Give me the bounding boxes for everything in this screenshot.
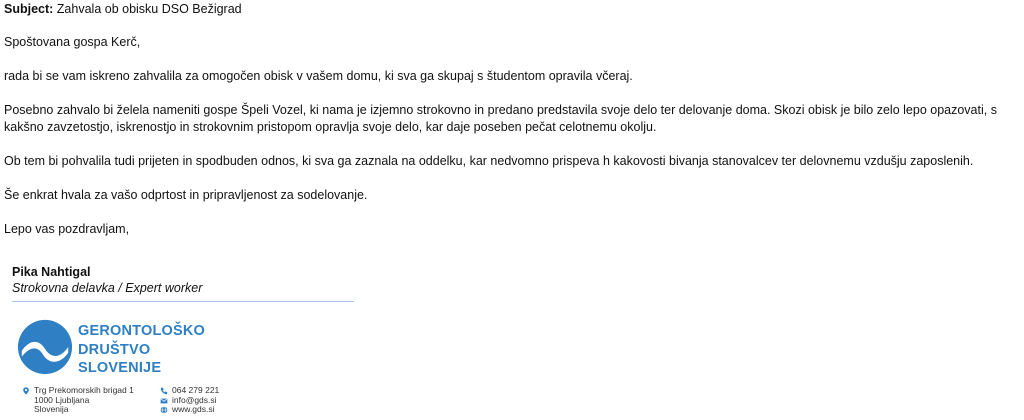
subject-text: Zahvala ob obisku DSO Bežigrad [56, 2, 242, 16]
paragraph-thanks: Posebno zahvalo bi želela nameniti gospe Špeli Vozel, ki nama je izjemno strokovno in predano predstavila svoje delo ter delovanje doma. Skozi obisk je bilo zelo lepo opazovati, s kakšno zavzetostjo, iskrenostjo in strokovnim pristopom opravlja svoje delo, kar daje poseben pečat celotnemu okolju. [4, 103, 997, 134]
location-pin-icon [22, 387, 30, 395]
subject-line [4, 0, 1019, 18]
paragraph-praise: Ob tem bi pohvalila tudi prijeten in spodbuden odnos, ki sva ga zaznala na oddelku, kar nedvomno prispeva h kakovosti bivanja stanovalcev ter delovnemu vzdušju zaposlenih. [4, 154, 974, 168]
signature-divider [12, 301, 354, 302]
logo-line-3: SLOVENIJE [78, 360, 162, 376]
address-line-2: 1000 Ljubljana [34, 394, 90, 405]
sign-off: Lepo vas pozdravljam, [4, 222, 130, 236]
phone-icon [160, 387, 168, 395]
email-link[interactable]: info@gds.si [172, 394, 217, 405]
logo-mark-icon [16, 318, 74, 376]
web-row[interactable] [160, 405, 260, 415]
address-block [22, 386, 152, 415]
logo-line-2: DRUŠTVO [78, 341, 151, 358]
logo-line-1: GERONTOLOŠKO [78, 323, 206, 339]
paragraph-closing: Še enkrat hvala za vašo odprtost in pripravljenost za sodelovanje. [4, 188, 368, 202]
signature-name: Pika Nahtigal [12, 265, 91, 279]
globe-icon [160, 406, 168, 414]
address-line-1: Trg Prekomorskih brigad 1 [34, 385, 134, 395]
subject-label: Subject: [4, 2, 54, 16]
organization-logo [16, 318, 276, 384]
address-line-3: Slovenija [34, 404, 69, 414]
contact-details [160, 386, 260, 415]
email-body [4, 0, 1019, 238]
phone-number: 064 279 221 [172, 385, 220, 395]
paragraph-intro: rada bi se vam iskreno zahvalila za omogočen obisk v vašem domu, ki sva ga skupaj s študentom opravila včeraj. [4, 69, 633, 83]
signature-role: Strokovna delavka / Expert worker [12, 281, 203, 295]
website-link[interactable]: www.gds.si [172, 404, 215, 414]
greeting: Spoštovana gospa Kerč, [4, 35, 141, 49]
logo-wordmark [78, 322, 205, 378]
contact-address [22, 386, 152, 415]
envelope-icon [160, 397, 168, 405]
email-signature [12, 264, 357, 414]
